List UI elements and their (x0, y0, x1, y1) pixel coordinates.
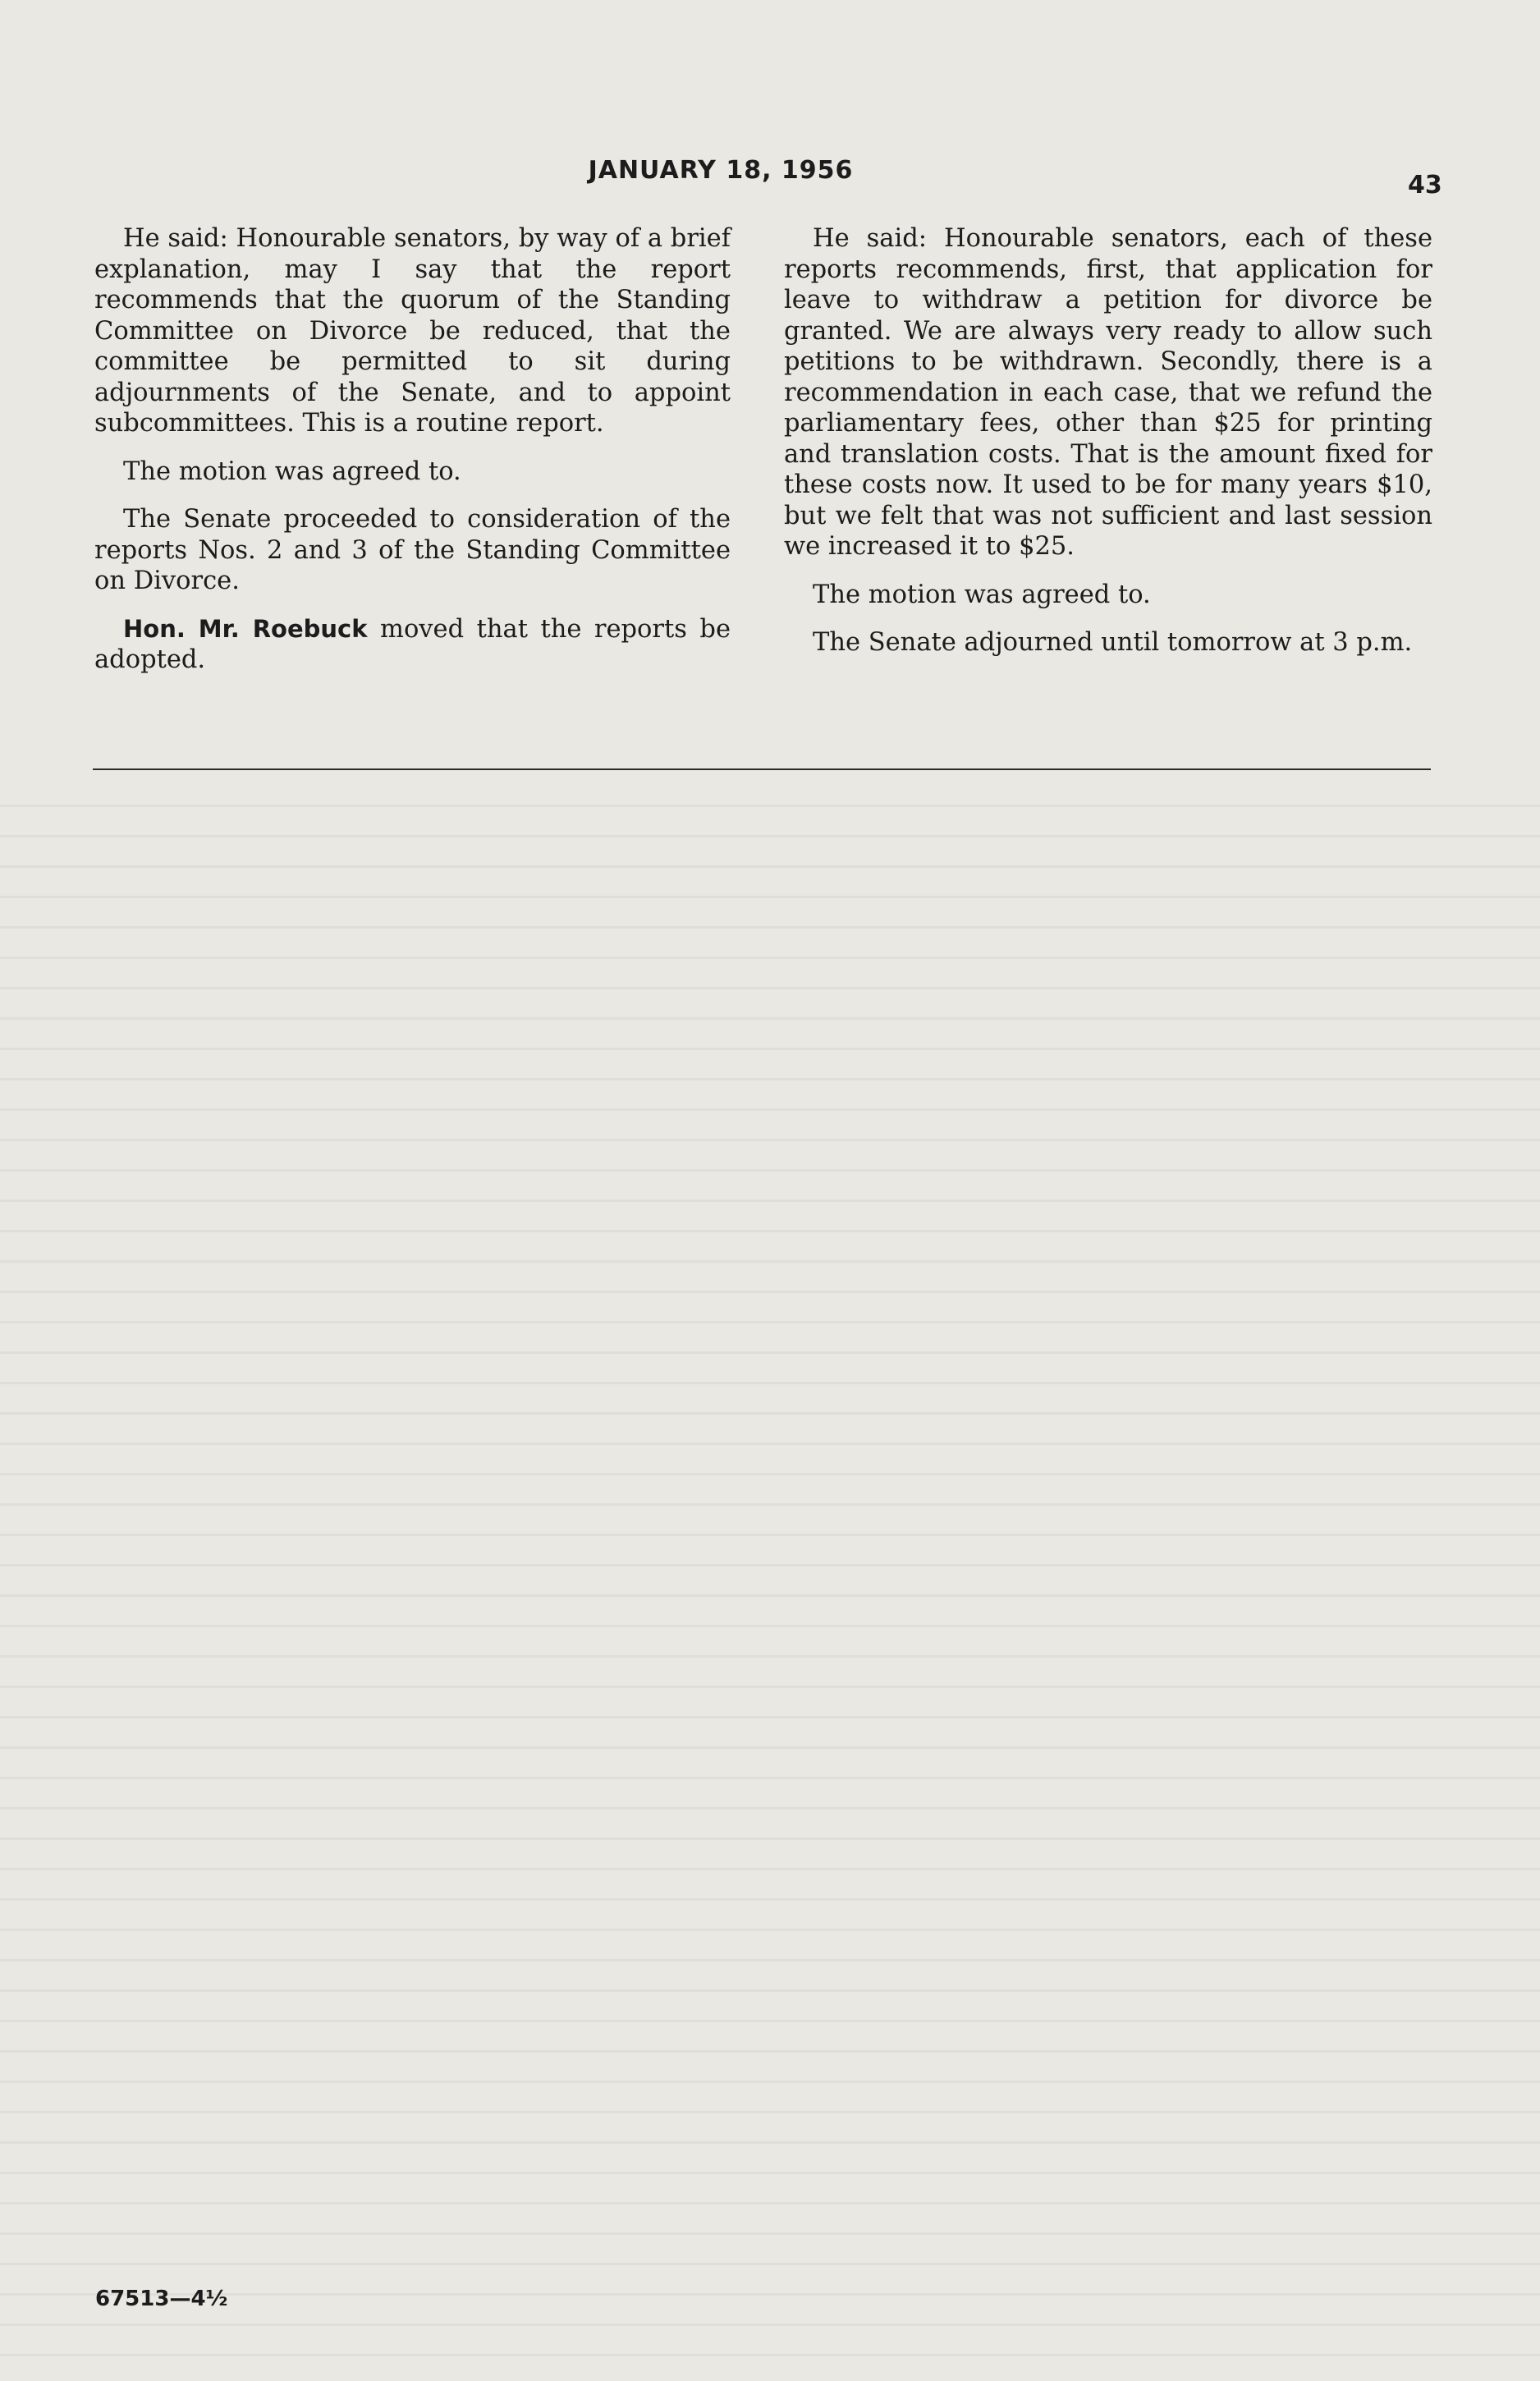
paragraph-text: moved that the reports be adopted. (94, 614, 731, 674)
show-through-texture (0, 780, 1540, 2381)
speaker-name: Hon. Mr. Roebuck (123, 614, 368, 643)
paragraph (94, 456, 731, 488)
paragraph (784, 223, 1432, 562)
paragraph-text: The motion was agreed to. (813, 580, 1151, 609)
right-column (784, 223, 1432, 676)
paragraph-text: He said: Honourable senators, each of these reports recommends, first, that application for leave to withdraw a petition for divorce be granted. We are always very ready to allow such petitions to be withdrawn. Secondly, there is a recommendation in each case, that we refund the parliamentary fees, other than $25 for printing and translation costs. That is the amount fixed for these costs now. It used to be for many years $10, but we felt that was not sufficient and last session we increased it to $25. (784, 224, 1432, 561)
paragraph-text: He said: Honourable senators, by way of a brief explanation, may I say that the report recommends that the quorum of the Standing Committee on Divorce be reduced, that the committee be permitted to sit during adjournments of the Senate, and to appoint subcommittees. This is a routine report. (94, 224, 731, 438)
paragraph (94, 614, 731, 676)
left-column (94, 223, 731, 693)
page-header-date: JANUARY 18, 1956 (588, 156, 854, 185)
paragraph-text: The Senate adjourned until tomorrow at 3 p.m. (813, 628, 1413, 657)
printer-mark: 67513—4½ (95, 2287, 228, 2311)
paragraph (784, 580, 1432, 611)
paragraph (784, 627, 1432, 658)
page-number: 43 (1408, 171, 1442, 200)
section-divider (93, 768, 1431, 770)
paragraph-text: The Senate proceeded to consideration of the reports Nos. 2 and 3 of the Standing Committee on Divorce. (94, 505, 731, 595)
paragraph (94, 504, 731, 597)
paragraph-text: The motion was agreed to. (123, 456, 461, 486)
paragraph (94, 223, 731, 439)
